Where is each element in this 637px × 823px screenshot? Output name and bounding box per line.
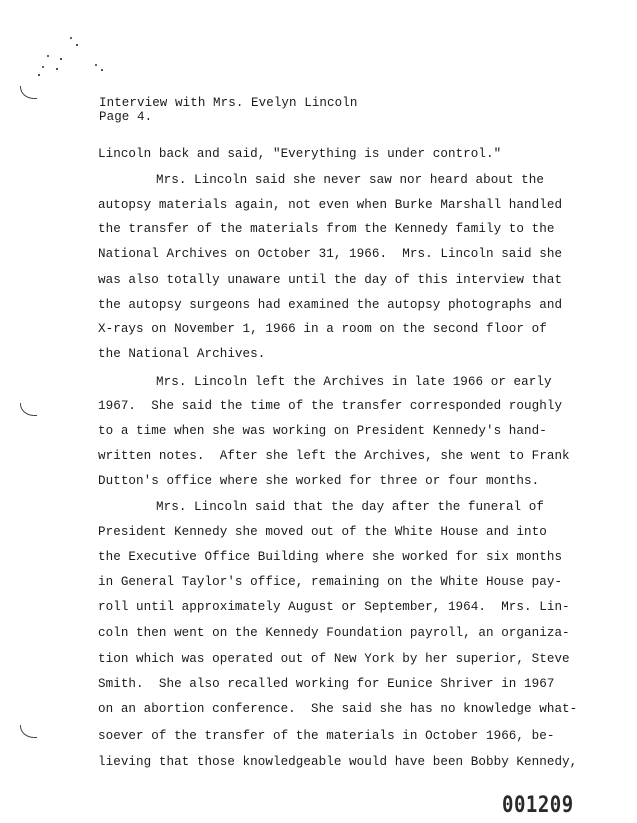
scan-speck: [70, 37, 72, 39]
body-line: President Kennedy she moved out of the White House and into: [98, 525, 547, 539]
body-line: the Executive Office Building where she worked for six months: [98, 550, 563, 564]
scan-speck: [56, 68, 58, 70]
document-header: [99, 96, 357, 124]
scan-speck: [76, 44, 78, 46]
body-line: the autopsy surgeons had examined the autopsy photographs and: [98, 298, 563, 312]
body-line: Mrs. Lincoln left the Archives in late 1966 or early: [156, 375, 552, 389]
header-title: Interview with Mrs. Evelyn Lincoln: [99, 96, 358, 110]
body-line: the transfer of the materials from the Kennedy family to the: [98, 222, 555, 236]
scan-speck: [42, 66, 44, 68]
body-line: Smith. She also recalled working for Eunice Shriver in 1967: [98, 677, 555, 691]
scan-speck: [60, 58, 62, 60]
body-line: to a time when she was working on President Kennedy's hand-: [98, 424, 547, 438]
scan-speck: [47, 55, 49, 57]
scan-speck: [95, 64, 97, 66]
body-line: lieving that those knowledgeable would have been Bobby Kennedy,: [98, 755, 578, 769]
binder-hole-mark: [20, 86, 37, 99]
document-number-stamp: 001209: [502, 792, 574, 818]
body-line: in General Taylor's office, remaining on the White House pay-: [98, 575, 563, 589]
body-line: soever of the transfer of the materials in October 1966, be-: [98, 729, 555, 743]
body-line: on an abortion conference. She said she has no knowledge what-: [98, 702, 578, 716]
body-line: 1967. She said the time of the transfer corresponded roughly: [98, 399, 563, 413]
scan-speck: [38, 74, 40, 76]
header-page-number: Page 4.: [99, 110, 153, 124]
body-line: coln then went on the Kennedy Foundation payroll, an organiza-: [98, 626, 570, 640]
binder-hole-mark: [20, 403, 37, 416]
body-line: National Archives on October 31, 1966. Mrs. Lincoln said she: [98, 247, 563, 261]
body-line: Dutton's office where she worked for three or four months.: [98, 474, 540, 488]
body-line: was also totally unaware until the day of this interview that: [98, 273, 563, 287]
body-line: tion which was operated out of New York by her superior, Steve: [98, 652, 570, 666]
binder-hole-mark: [20, 725, 37, 738]
body-line: roll until approximately August or September, 1964. Mrs. Lin-: [98, 600, 570, 614]
body-line: Lincoln back and said, "Everything is under control.": [98, 147, 502, 161]
body-line: autopsy materials again, not even when Burke Marshall handled: [98, 198, 563, 212]
scan-speck: [101, 69, 103, 71]
body-line: Mrs. Lincoln said she never saw nor heard about the: [156, 173, 544, 187]
body-line: written notes. After she left the Archives, she went to Frank: [98, 449, 570, 463]
body-line: the National Archives.: [98, 347, 266, 361]
body-line: Mrs. Lincoln said that the day after the funeral of: [156, 500, 544, 514]
body-line: X-rays on November 1, 1966 in a room on the second floor of: [98, 322, 547, 336]
